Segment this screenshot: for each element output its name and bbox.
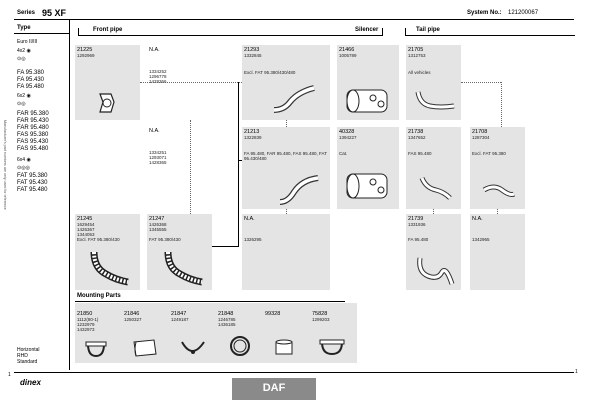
part-number: 21708 (472, 129, 488, 135)
group2-item: FAR 95.480 (17, 125, 49, 131)
vertical-disclaimer: Manufacturer's part numbers are only used for reference (3, 120, 7, 210)
part-number: 21850 (77, 311, 93, 317)
mounting-title: Mounting Parts (77, 293, 121, 299)
axle-icon-a: 4x2 ◉ (17, 48, 31, 54)
fitment-note: Cat. (339, 151, 348, 156)
part-number: 21846 (124, 311, 140, 317)
group1-item: FA 95.430 (17, 77, 45, 83)
type-rule (14, 33, 69, 34)
oem-ref: 1334251 (149, 150, 167, 155)
fitment-note: Excl. FAT 95.380/430 (77, 237, 120, 242)
column-silencer: Silencer (355, 27, 379, 33)
oem-number: 1331936 (408, 222, 426, 227)
euro-class: Euro II/III (17, 39, 38, 45)
oem-ref: 1232979 (77, 322, 95, 327)
group3-list (17, 173, 47, 194)
axle-icon-b: ⊙◎ (17, 56, 26, 62)
oem-number: 1287304 (472, 135, 490, 140)
group2-item: FAS 95.380 (17, 132, 49, 138)
connector-line (238, 82, 239, 247)
mounting-rule (75, 301, 345, 302)
pipe-drawing (276, 172, 322, 206)
pipe-drawing (270, 84, 320, 116)
group3-item: FAT 95.480 (17, 187, 48, 193)
column-front-pipe: Front pipe (93, 27, 123, 33)
part-number: N.A. (149, 47, 160, 53)
part-number: 21466 (339, 47, 355, 53)
footer-rule (14, 372, 574, 373)
part-number: 21847 (171, 311, 187, 317)
part-number: 21247 (149, 216, 165, 222)
oem-ref-list (218, 317, 236, 327)
type-label: Type (17, 25, 31, 31)
part-number: N.A. (244, 216, 255, 222)
oem-ref: 1334252 (149, 69, 167, 74)
axle-icon-f: ⊙◎◎ (17, 165, 30, 171)
clamp-drawing (318, 338, 346, 358)
fitment-note: FAT 95.380/430 (149, 237, 181, 242)
fitment-note: FA 95.480 (408, 237, 429, 242)
group2-item: FAR 95.430 (17, 118, 49, 124)
band-clamp-drawing (178, 336, 208, 360)
flex-pipe-drawing (86, 248, 132, 286)
oem-ref: 1436185 (218, 322, 236, 327)
clamp-drawing (97, 90, 117, 116)
connector-line (190, 120, 191, 214)
connector-line (238, 160, 242, 161)
part-number: N.A. (472, 216, 483, 222)
part-card-na-3[interactable] (242, 214, 330, 290)
flex-pipe-drawing (160, 248, 206, 286)
page-number-right: 1 (575, 369, 578, 375)
header-rule (14, 19, 574, 20)
tail-pipe-drawing (414, 86, 458, 116)
oem-ref: 1342965 (472, 237, 490, 242)
part-number: 21738 (408, 129, 424, 135)
series-value: 95 XF (42, 8, 67, 18)
part-number: 21293 (244, 47, 260, 53)
oem-ref-list (77, 222, 120, 242)
oem-ref-list (149, 150, 167, 165)
group3-item: FAT 95.380 (17, 173, 48, 179)
front-pipe-tick (78, 28, 79, 36)
oem-ref: 1249187 (171, 317, 189, 322)
gasket-ring-drawing (228, 334, 252, 358)
group2-item: FAS 95.430 (17, 139, 49, 145)
oem-ref: 1345555 (149, 227, 167, 232)
group2-list (17, 111, 49, 153)
group1-list (17, 70, 44, 91)
oem-ref: 1250327 (124, 317, 142, 322)
brand-label: DAF (262, 382, 286, 394)
footer-item: Horizontal (17, 347, 40, 353)
tail-pipe-drawing (414, 254, 456, 288)
oem-ref: 1426367 (77, 227, 95, 232)
oem-number: 1312753 (408, 53, 426, 58)
fitment-note: Excl. FAT 95.380 (472, 151, 506, 156)
fitment-note: Excl. FAT 95.380/430/480 (244, 70, 296, 75)
tail-pipe-drawing (480, 180, 518, 202)
oem-number: 1332845 (244, 53, 262, 58)
oem-ref: 1246785 (218, 317, 236, 322)
catalyst-silencer-drawing (343, 168, 395, 204)
oem-ref: 1432973 (77, 327, 95, 332)
oem-ref-list (149, 222, 167, 232)
oem-ref-list (77, 317, 98, 332)
axle-icon-d: ⊙◎ (17, 101, 26, 107)
oem-number: 1292969 (77, 53, 95, 58)
oem-ref: 1629454 (77, 222, 95, 227)
group2-item: FAR 95.380 (17, 111, 49, 117)
axle-icon-c: 6x2 ◉ (17, 93, 31, 99)
part-number: 21848 (218, 311, 234, 317)
part-number: 40328 (339, 129, 355, 135)
part-number: 21739 (408, 216, 424, 222)
silencer-tick (382, 28, 383, 36)
connector-line (286, 209, 287, 214)
bushing-drawing (272, 338, 298, 358)
oem-ref: 1326295 (244, 237, 262, 242)
fitment-note: FAS 95.480 (408, 151, 432, 156)
oem-ref: 1112(80-1) (77, 317, 99, 322)
series-label: Series (17, 10, 36, 16)
group1-item: FA 95.480 (17, 84, 45, 90)
connector-line (501, 82, 502, 127)
group2-item: FAS 95.480 (17, 146, 49, 152)
connector-line (461, 82, 501, 83)
oem-number: 1394227 (339, 135, 357, 140)
connector-line (286, 120, 287, 127)
oem-ref: 1426368 (149, 222, 167, 227)
connector-line (497, 209, 498, 214)
footer-list (17, 347, 40, 365)
connector-line (140, 82, 242, 83)
part-number: 99328 (265, 311, 281, 317)
fitment-note: FA 95.480, FAR 95.480, FAS 95.480, FAT 95.430/480 (244, 151, 327, 161)
oem-ref: 1428366 (149, 79, 167, 84)
group3-item: FAT 95.430 (17, 180, 48, 186)
oem-number: 1347652 (408, 135, 426, 140)
clamp-drawing (84, 340, 108, 360)
tail-pipe-tick (405, 28, 406, 36)
oem-ref: 1296778 (149, 74, 167, 79)
oem-ref: 1428365 (149, 160, 167, 165)
page-number-left: 1 (8, 372, 11, 378)
tail-pipe-drawing (418, 172, 454, 202)
oem-ref: 1293071 (149, 155, 167, 160)
fitment-note: All vehicles (408, 70, 431, 75)
oem-ref: 1299203 (312, 317, 330, 322)
footer-item: RHD (17, 353, 28, 359)
part-number: N.A. (149, 128, 160, 134)
system-label: System No.: (467, 10, 502, 16)
tail-pipe-rule (405, 35, 575, 36)
oem-number: 1005789 (339, 53, 357, 58)
sidebar-divider (69, 20, 70, 370)
connector-line (212, 246, 239, 247)
part-card-na-4[interactable] (470, 214, 525, 290)
part-number: 21245 (77, 216, 93, 222)
part-number: 21225 (77, 47, 93, 53)
part-number: 75828 (312, 311, 328, 317)
part-number: 21213 (244, 129, 260, 135)
dinex-logo: dinex (20, 378, 41, 387)
silencer-drawing (343, 84, 395, 116)
column-tail-pipe: Tail pipe (416, 27, 440, 33)
oem-ref: 1344053 (77, 232, 95, 237)
axle-icon-e: 6x4 ◉ (17, 157, 31, 163)
front-pipe-rule (78, 35, 383, 36)
footer-item: Standard (17, 359, 38, 365)
sleeve-drawing (130, 336, 160, 360)
connector-line (433, 209, 434, 214)
group1-item: FA 95.380 (17, 70, 45, 76)
oem-number: 1322839 (244, 135, 262, 140)
part-number: 21705 (408, 47, 424, 53)
system-value: 121200067 (508, 10, 539, 16)
